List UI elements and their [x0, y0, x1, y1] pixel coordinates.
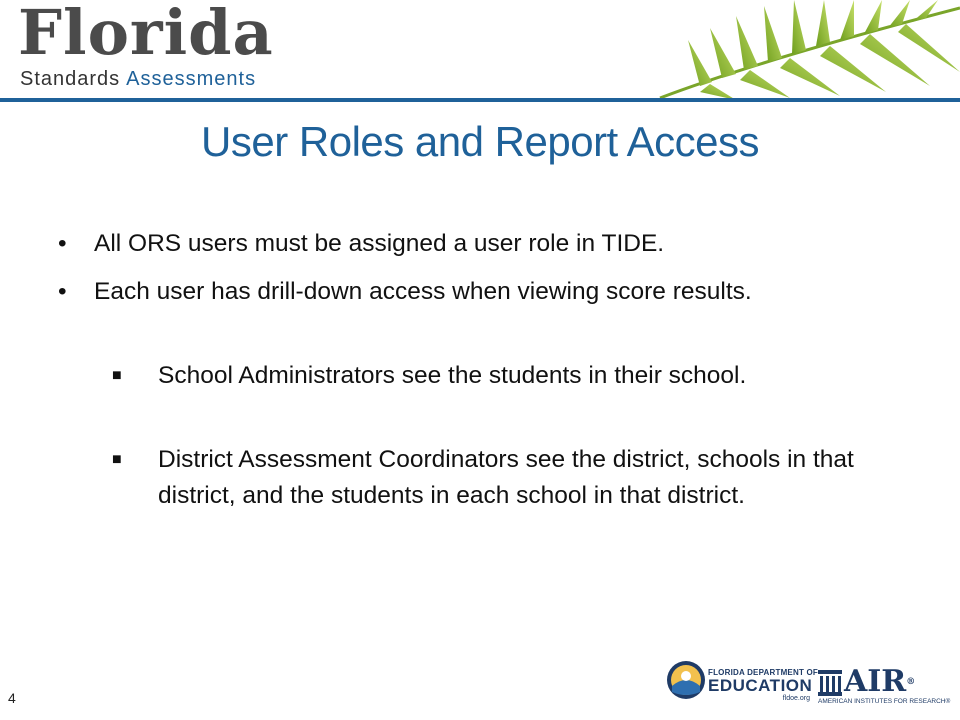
fdoe-line-2: EDUCATION — [708, 676, 813, 695]
fdoe-url: fldoe.org — [782, 695, 810, 702]
bullet-marker: • — [58, 278, 67, 305]
bullet-text: Each user has drill-down access when viewing score results. — [94, 278, 752, 305]
logo-subtitle — [20, 68, 256, 91]
sub-bullet-text: School Administrators see the students in their school. — [158, 362, 747, 389]
header-divider — [0, 98, 960, 102]
sub-bullet-marker: ■ — [112, 367, 122, 384]
air-wordmark — [844, 666, 915, 698]
slide-number: 4 — [8, 690, 16, 706]
slide-title: User Roles and Report Access — [201, 118, 759, 165]
pillars-icon — [818, 670, 842, 696]
palm-frond-icon — [640, 0, 960, 100]
slide-header — [0, 0, 960, 102]
fdoe-line-1: FLORIDA DEPARTMENT OF — [708, 668, 818, 677]
sub-bullet-text: District Assessment Coordinators see the district, schools in that district, and the students in each school in that district. — [158, 446, 854, 509]
logo-subtitle-word-1: Standards — [20, 68, 121, 90]
bullet-marker: • — [58, 230, 67, 257]
bullet-text: All ORS users must be assigned a user role in TIDE. — [94, 230, 665, 257]
air-registered-mark: ® — [906, 677, 916, 687]
logo-subtitle-word-2: Assessments — [126, 68, 257, 90]
sub-bullet-marker: ■ — [112, 451, 122, 468]
footer-logos — [666, 660, 951, 712]
logo-wordmark: Florida — [18, 0, 274, 69]
florida-standards-assessments-logo — [18, 0, 274, 93]
air-subtitle: AMERICAN INSTITUTES FOR RESEARCH® — [818, 698, 951, 705]
air-word-text: AIR — [844, 664, 907, 699]
fdoe-wordmark — [708, 668, 828, 702]
fdoe-seal-icon — [666, 660, 706, 700]
